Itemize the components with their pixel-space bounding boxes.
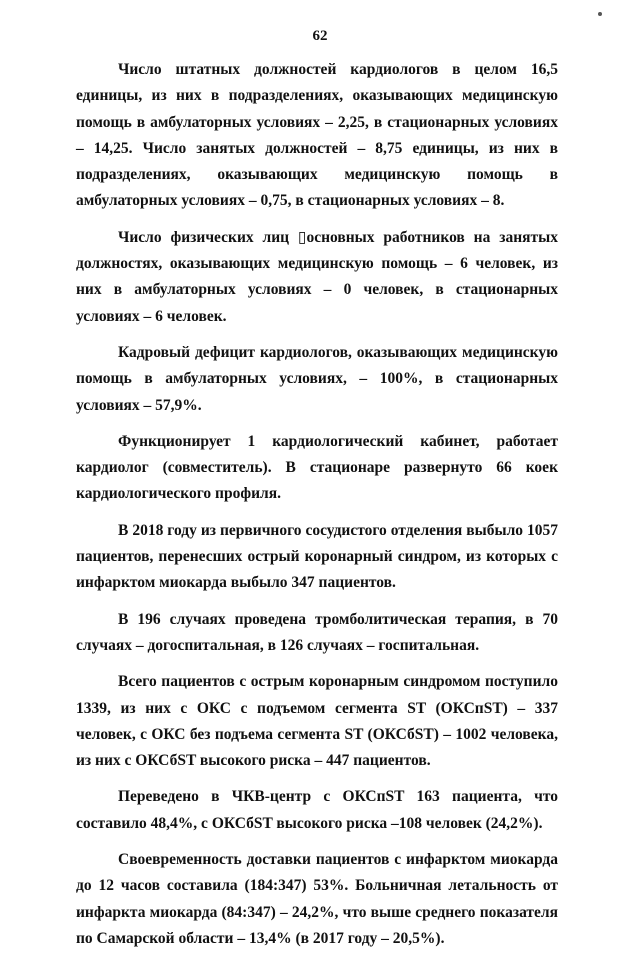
paragraph-vascular-department: В 2018 году из первичного сосудистого отделения выбыло 1057 пациентов, перенесших острый коронарный синдром, из которых с инфарктом миокарда выбыло 347 пациентов. — [76, 521, 558, 592]
paragraph-timeliness-mortality: Своевременность доставки пациентов с инфарктом миокарда до 12 часов составила (184:347) 53%. Больничная летальность от инфаркта миокарда (84:347) – 24,2%, что выше среднего показателя по Самарской области – 13,4% (в 2017 году – 20,5%). — [76, 851, 558, 947]
paragraph-acs-admissions: Всего пациентов с острым коронарным синдромом поступило 1339, из них с ОКС с подъемом сегмента ST (ОКСпST) – 337 человек, с ОКС без подъема сегмента ST (ОКСбST) – 1002 человека, из них с ОКСбST высокого риска – 447 пациентов. — [76, 673, 558, 770]
paragraph-cardiology-cabinet: Функционирует 1 кардиологический кабинет, работает кардиолог (совместитель). В стационаре развернуто 66 коек кардиологического профиля. — [76, 432, 558, 503]
page-number: 62 — [312, 28, 328, 44]
document-body — [76, 57, 558, 962]
paragraph-thrombolytic-therapy: В 196 случаях проведена тромболитическая терапия, в 70 случаях – догоспитальная, в 126 случаях – госпитальная. — [76, 610, 558, 654]
paragraph-staff-deficit: Кадровый дефицит кардиологов, оказывающих медицинскую помощь в амбулаторных условиях, – 100%, в стационарных условиях – 57,9%. — [76, 343, 558, 414]
paragraph-pci-transfer: Переведено в ЧКВ-центр с ОКСпST 163 пациента, что составило 48,4%, с ОКСбST высокого риска –108 человек (24,2%). — [76, 788, 558, 832]
scan-mark — [598, 12, 602, 16]
paragraph-cardiologist-positions: Число штатных должностей кардиологов в целом 16,5 единицы, из них в подразделениях, оказывающих медицинскую помощь в амбулаторных условиях – 2,25, в стационарных условиях – 14,25. Число занятых должностей – 8,75 единицы, из них в подразделениях, оказывающих медицинскую помощь в амбулаторных условиях – 0,75, в стационарных условиях – 8. — [76, 61, 558, 210]
paragraph-individuals-count: Число физических лиц ▯основных работников на занятых должностях, оказывающих медицинскую помощь – 6 человек, из них в амбулаторных условиях – 0 человек, в стационарных условиях – 6 человек. — [76, 228, 558, 325]
